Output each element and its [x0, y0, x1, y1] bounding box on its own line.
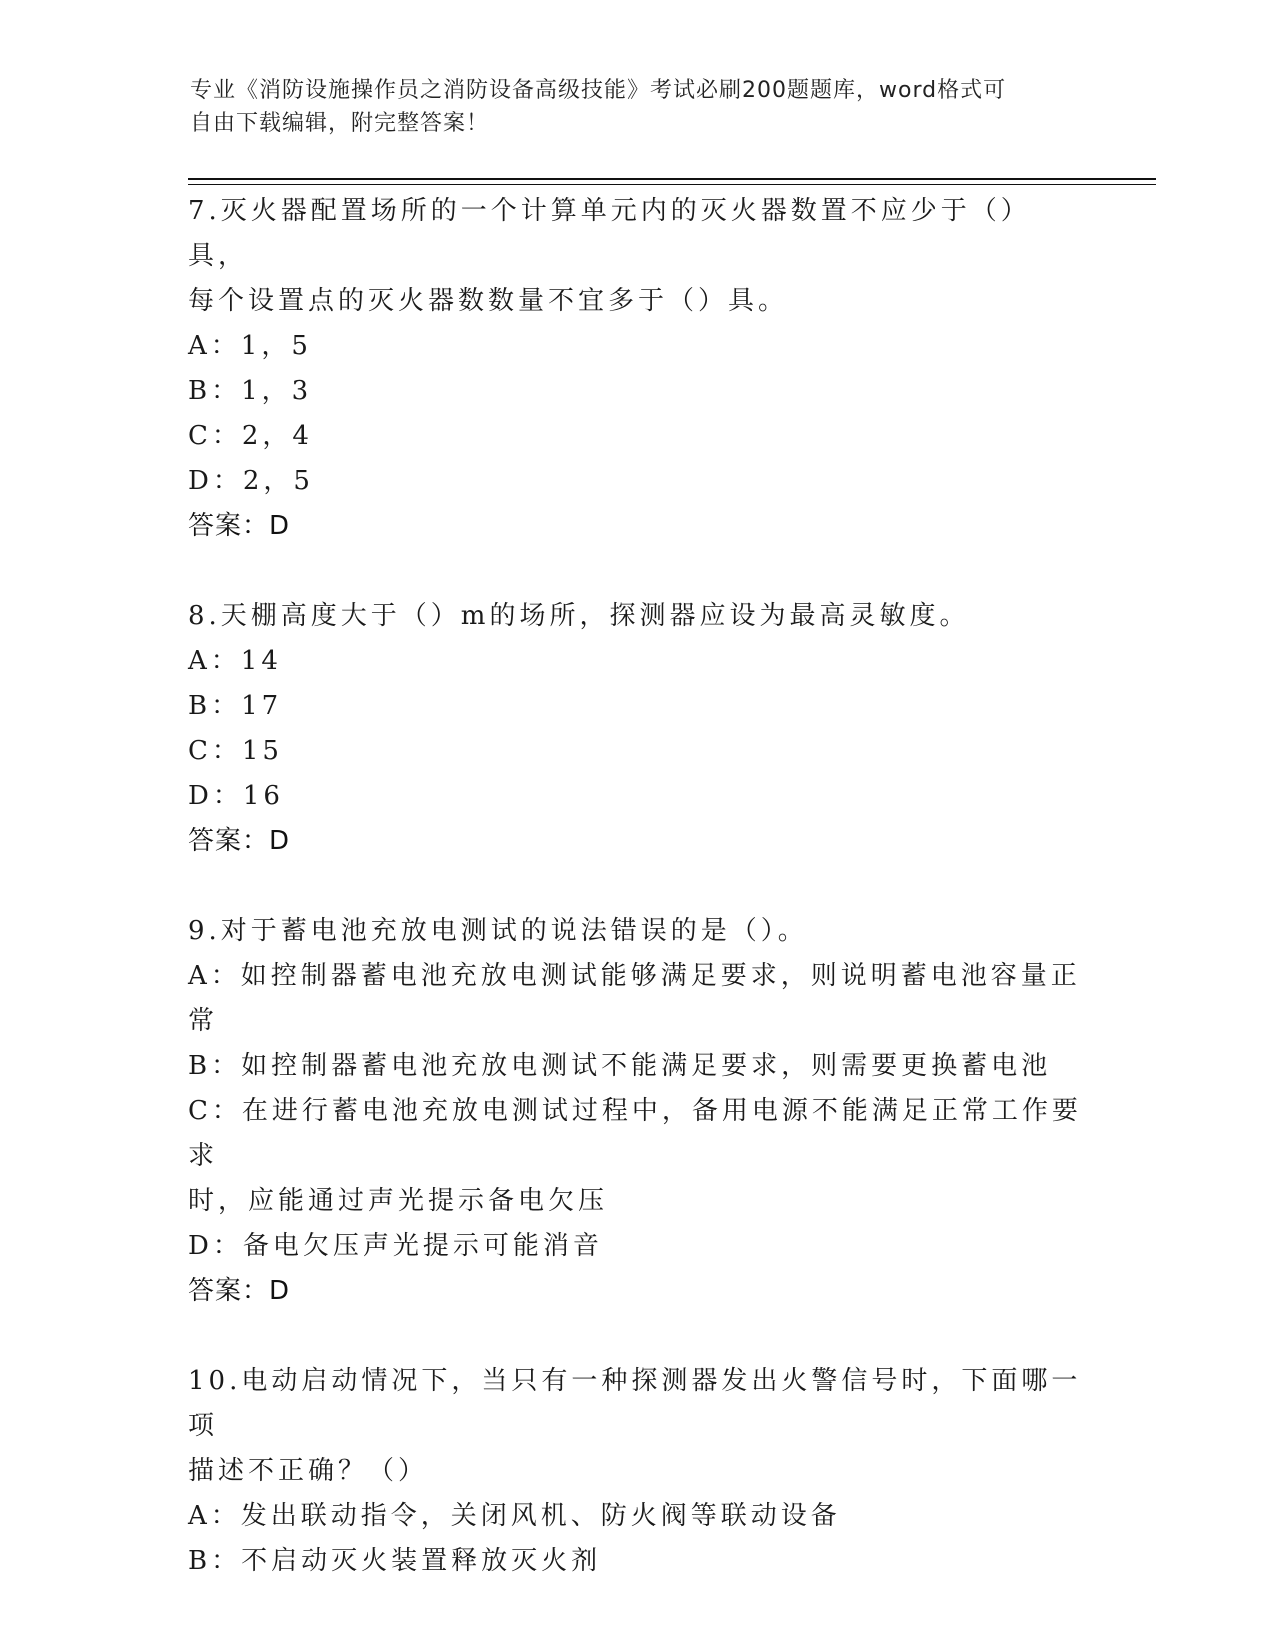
question-block — [188, 594, 1088, 864]
answer-option-line: A：发出联动指令，关闭风机、防火阀等联动设备 — [188, 1501, 841, 1531]
answer-option-line: B：17 — [188, 691, 283, 721]
question-stem-line: 9.对于蓄电池充放电测试的说法错误的是（）。 — [188, 916, 808, 946]
answer-key: 答案：D — [188, 511, 291, 541]
header-line-1: 专业《消防设施操作员之消防设备高级技能》考试必刷200题题库，word格式可 — [190, 78, 1007, 103]
answer-option-line: A：1，5 — [188, 331, 312, 361]
answer-option-line: D：备电欠压声光提示可能消音 — [188, 1231, 603, 1261]
answer-option-line: 时，应能通过声光提示备电欠压 — [188, 1186, 609, 1216]
question-stem-line: 10.电动启动情况下，当只有一种探测器发出火警信号时，下面哪一项 — [188, 1366, 1082, 1441]
question-stem-line: 8.天棚高度大于（）m的场所，探测器应设为最高灵敏度。 — [188, 601, 970, 631]
answer-option-line: C：2，4 — [188, 421, 313, 451]
answer-option-line: B：1，3 — [188, 376, 313, 406]
answer-option-line: C：在进行蓄电池充放电测试过程中，备用电源不能满足正常工作要求 — [188, 1096, 1082, 1171]
question-block — [188, 909, 1088, 1314]
answer-option-line: C：15 — [188, 736, 283, 766]
header-line-2: 自由下载编辑，附完整答案！ — [190, 111, 490, 136]
header-divider-thin — [188, 184, 1156, 185]
question-stem-line: 7.灭火器配置场所的一个计算单元内的灭火器数置不应少于（）具， — [188, 196, 1031, 271]
answer-option-line: D：2，5 — [188, 466, 314, 496]
question-spacer — [188, 864, 1088, 909]
question-spacer — [188, 549, 1088, 594]
question-stem-line: 描述不正确？（） — [188, 1456, 429, 1486]
document-header — [190, 74, 1070, 140]
answer-option-line: A：14 — [188, 646, 282, 676]
question-block — [188, 1359, 1088, 1584]
answer-key: 答案：D — [188, 826, 291, 856]
question-spacer — [188, 1314, 1088, 1359]
answer-option-line: B：不启动灭火装置释放灭火剂 — [188, 1546, 602, 1576]
answer-option-line: B：如控制器蓄电池充放电测试不能满足要求，则需要更换蓄电池 — [188, 1051, 1052, 1081]
answer-key: 答案：D — [188, 1276, 291, 1306]
answer-option-line: A：如控制器蓄电池充放电测试能够满足要求，则说明蓄电池容量正常 — [188, 961, 1081, 1036]
question-block — [188, 189, 1088, 549]
header-divider-thick — [188, 178, 1156, 180]
question-list — [188, 189, 1088, 1584]
question-stem-line: 每个设置点的灭火器数数量不宜多于（）具。 — [188, 286, 789, 316]
answer-option-line: D：16 — [188, 781, 284, 811]
